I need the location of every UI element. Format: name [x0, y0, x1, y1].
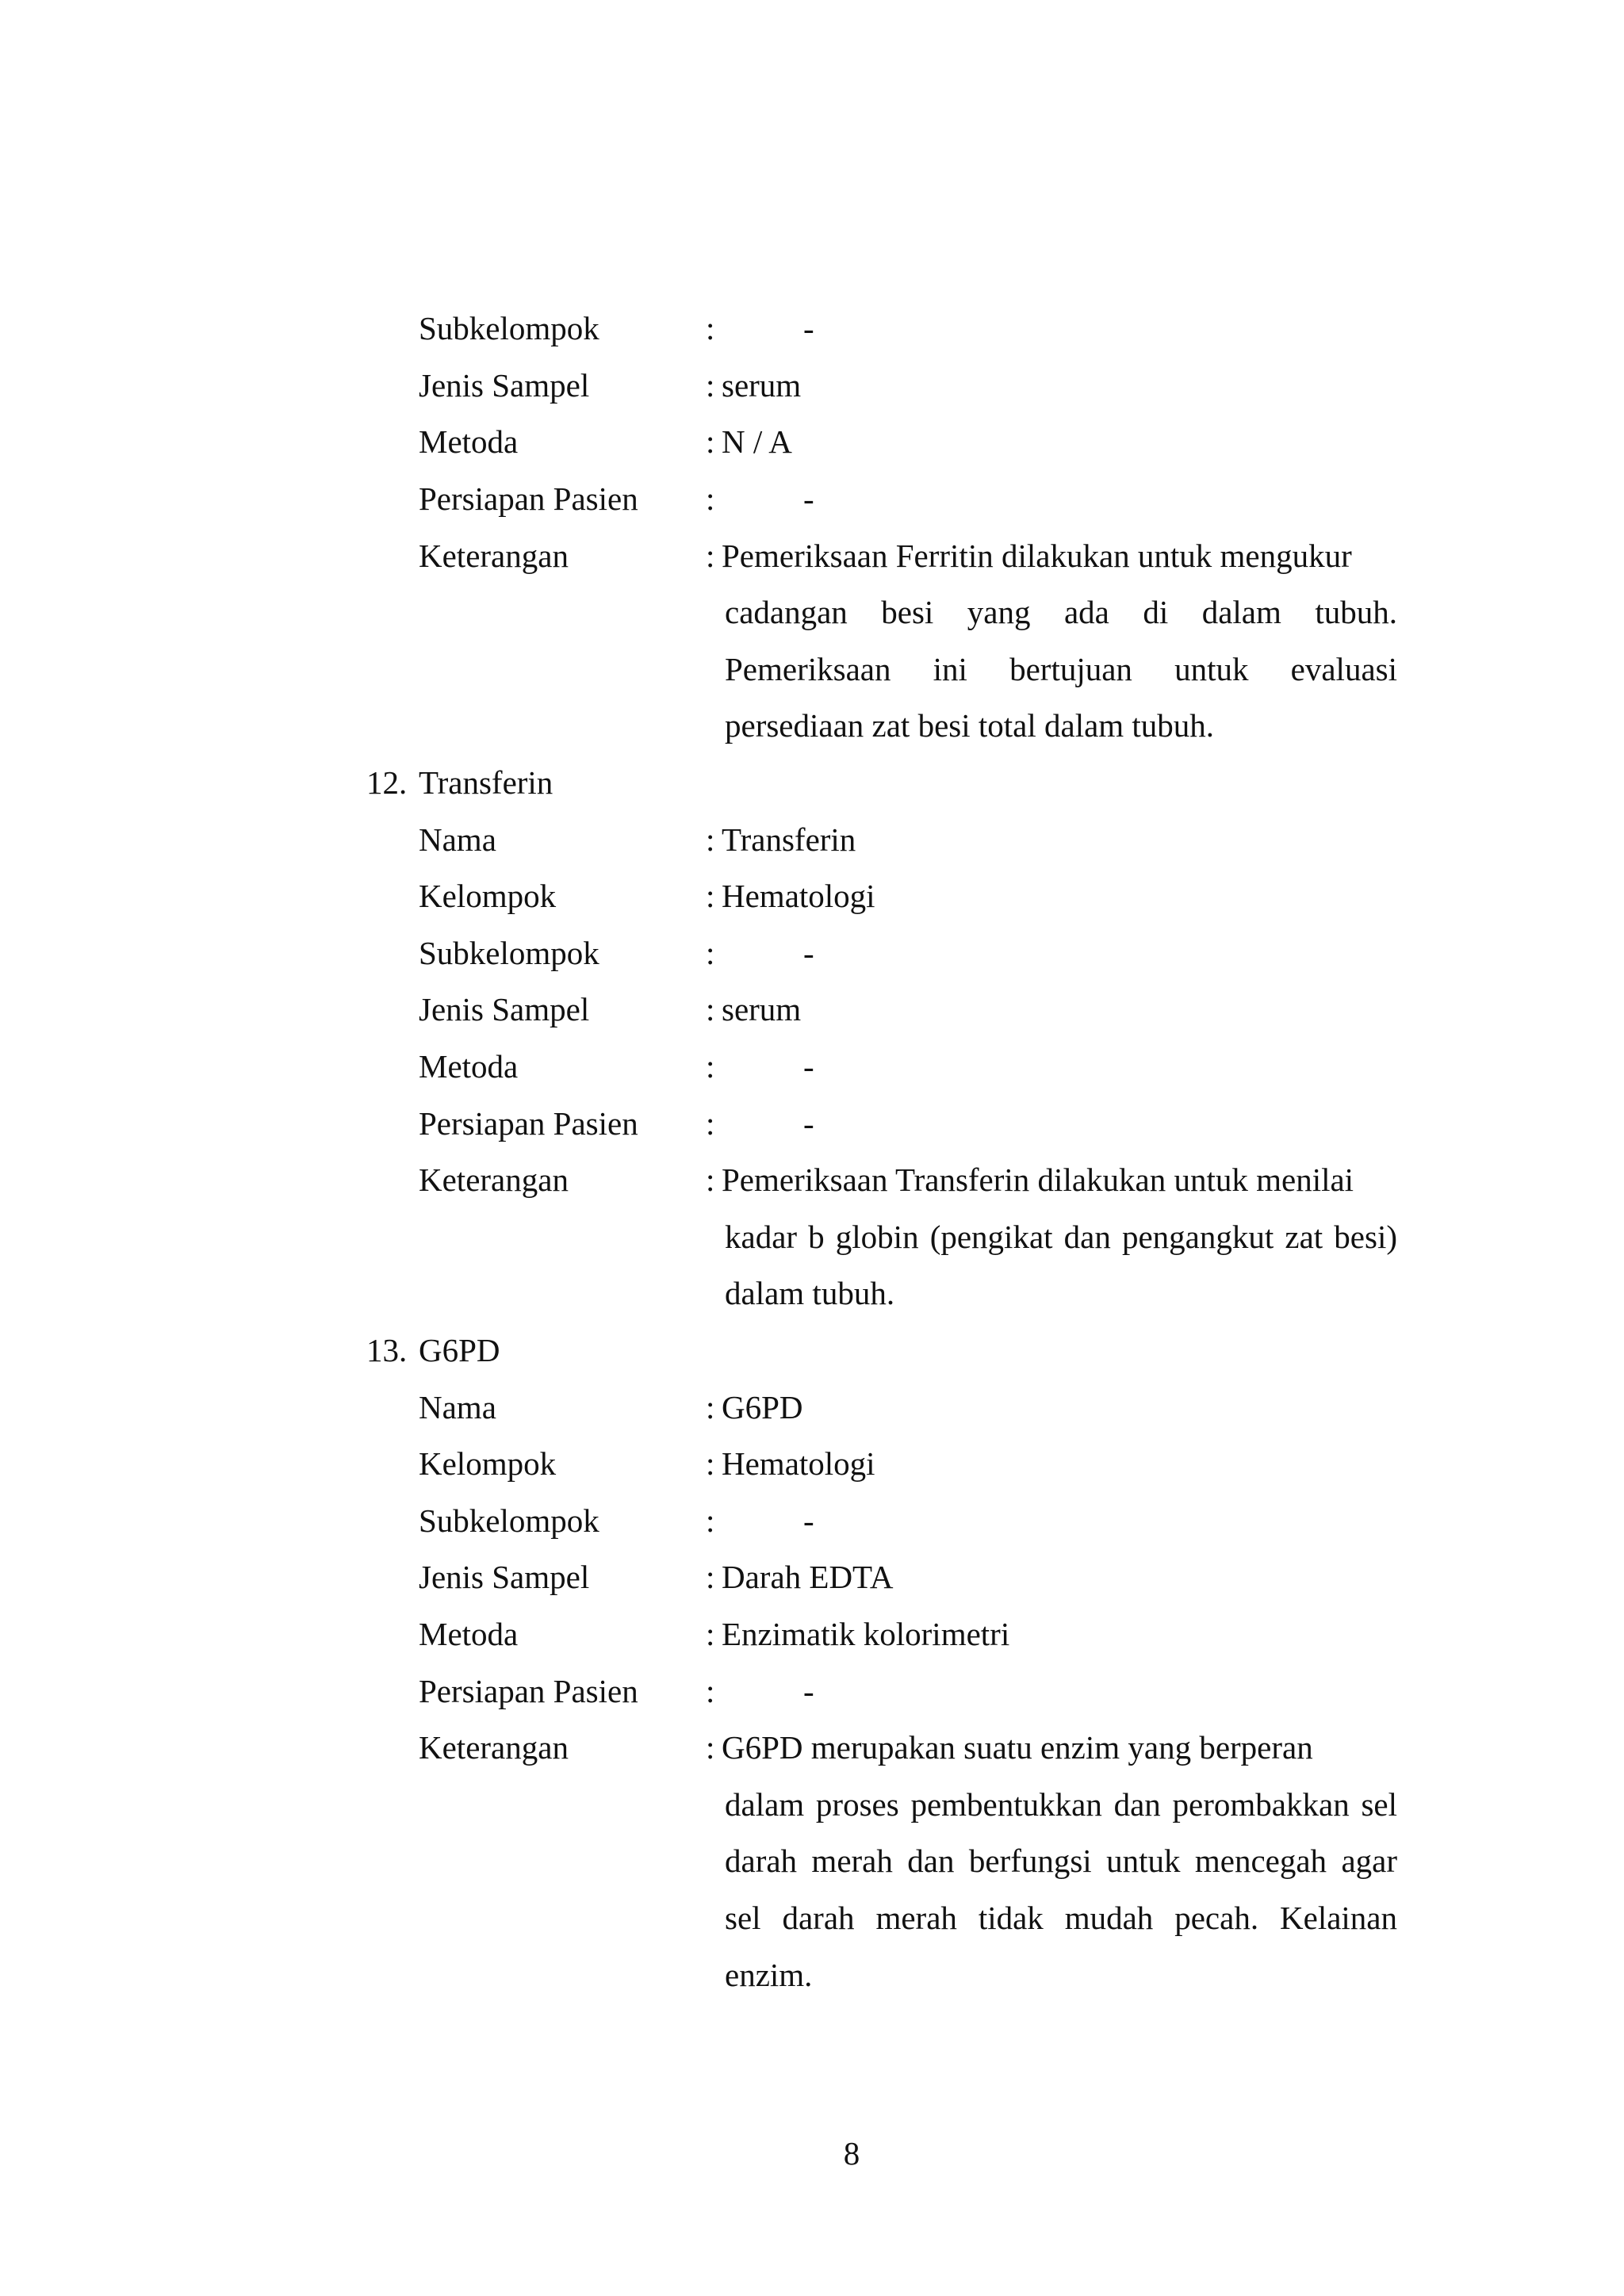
field-colon: : [706, 991, 715, 1027]
field-value: - [803, 310, 814, 346]
field-label: Persiapan Pasien [419, 1105, 638, 1142]
field-colon: : [706, 1161, 715, 1198]
keterangan-continuation [0, 645, 1624, 693]
field-value: serum [722, 367, 802, 404]
section-number: 13. [366, 1332, 408, 1368]
field-value: Darah EDTA [722, 1559, 894, 1595]
keterangan-line: G6PD merupakan suatu enzim yang berperan [722, 1729, 1313, 1766]
section-heading-transferin [0, 759, 1624, 806]
field-colon: : [706, 1559, 715, 1595]
field-value: - [803, 935, 814, 971]
field-colon: : [706, 480, 715, 517]
field-row-subkelompok [0, 304, 1624, 352]
keterangan-continuation [0, 1269, 1624, 1317]
field-value: G6PD [722, 1389, 803, 1425]
keterangan-line: sel darah merah tidak mudah pecah. Kelainan [725, 1900, 1397, 1936]
keterangan-line: dalam tubuh. [725, 1275, 895, 1311]
keterangan-line: cadangan besi yang ada di dalam tubuh. [725, 594, 1397, 630]
field-value: Transferin [722, 821, 856, 858]
section-title: G6PD [419, 1332, 500, 1368]
field-label: Persiapan Pasien [419, 1673, 638, 1709]
field-label: Keterangan [419, 1729, 569, 1766]
field-colon: : [706, 821, 715, 858]
field-row-metoda [0, 1043, 1624, 1090]
keterangan-continuation [0, 1894, 1624, 1942]
field-row-subkelompok [0, 929, 1624, 977]
keterangan-continuation [0, 1781, 1624, 1828]
field-colon: : [706, 538, 715, 574]
keterangan-continuation [0, 1951, 1624, 1999]
field-row-jenis-sampel [0, 985, 1624, 1033]
field-value: - [803, 1673, 814, 1709]
field-row-keterangan [0, 1724, 1624, 1771]
field-label: Kelompok [419, 1445, 557, 1482]
field-row-persiapan-pasien [0, 475, 1624, 522]
field-colon: : [706, 935, 715, 971]
keterangan-line: kadar b globin (pengikat dan pengangkut zat besi) [725, 1219, 1397, 1255]
field-value: Hematologi [722, 878, 875, 914]
field-row-kelompok [0, 1440, 1624, 1487]
field-value: - [803, 480, 814, 517]
field-row-metoda [0, 1610, 1624, 1658]
keterangan-line: dalam proses pembentukkan dan perombakkan sel [725, 1786, 1397, 1823]
field-colon: : [706, 1048, 715, 1085]
field-row-persiapan-pasien [0, 1100, 1624, 1147]
field-value: Enzimatik kolorimetri [722, 1616, 1010, 1652]
field-label: Nama [419, 1389, 496, 1425]
field-label: Metoda [419, 423, 519, 460]
field-colon: : [706, 310, 715, 346]
field-label: Nama [419, 821, 496, 858]
field-label: Metoda [419, 1048, 519, 1085]
field-row-keterangan [0, 1156, 1624, 1203]
field-row-nama [0, 1383, 1624, 1431]
section-heading-g6pd [0, 1326, 1624, 1374]
field-value: - [803, 1502, 814, 1539]
field-colon: : [706, 1616, 715, 1652]
field-value: - [803, 1048, 814, 1085]
field-label: Subkelompok [419, 310, 599, 346]
field-row-persiapan-pasien [0, 1667, 1624, 1715]
field-row-jenis-sampel [0, 1553, 1624, 1601]
field-label: Metoda [419, 1616, 519, 1652]
field-label: Keterangan [419, 538, 569, 574]
field-value: Hematologi [722, 1445, 875, 1482]
field-row-kelompok [0, 872, 1624, 920]
field-label: Persiapan Pasien [419, 480, 638, 517]
field-row-jenis-sampel [0, 362, 1624, 409]
keterangan-continuation [0, 588, 1624, 636]
field-colon: : [706, 1389, 715, 1425]
field-label: Jenis Sampel [419, 367, 590, 404]
keterangan-line: Pemeriksaan Transferin dilakukan untuk menilai [722, 1161, 1354, 1198]
keterangan-line: persediaan zat besi total dalam tubuh. [725, 707, 1215, 744]
keterangan-line: Pemeriksaan Ferritin dilakukan untuk mengukur [722, 538, 1352, 574]
field-row-keterangan [0, 532, 1624, 580]
keterangan-line: enzim. [725, 1957, 813, 1993]
page-number: 8 [843, 2135, 860, 2172]
field-label: Keterangan [419, 1161, 569, 1198]
field-label: Jenis Sampel [419, 991, 590, 1027]
field-colon: : [706, 1673, 715, 1709]
field-value: - [803, 1105, 814, 1142]
field-colon: : [706, 1502, 715, 1539]
field-row-subkelompok [0, 1497, 1624, 1544]
field-label: Jenis Sampel [419, 1559, 590, 1595]
field-row-metoda [0, 418, 1624, 465]
field-row-nama [0, 816, 1624, 863]
field-colon: : [706, 1105, 715, 1142]
keterangan-continuation [0, 1837, 1624, 1885]
field-label: Subkelompok [419, 935, 599, 971]
field-colon: : [706, 423, 715, 460]
keterangan-continuation [0, 702, 1624, 749]
page-number-row [0, 2130, 1624, 2177]
section-number: 12. [366, 764, 408, 801]
field-value: N / A [722, 423, 792, 460]
keterangan-continuation [0, 1213, 1624, 1261]
field-label: Kelompok [419, 878, 557, 914]
field-colon: : [706, 878, 715, 914]
field-value: serum [722, 991, 802, 1027]
field-colon: : [706, 367, 715, 404]
section-title: Transferin [419, 764, 553, 801]
keterangan-line: darah merah dan berfungsi untuk mencegah agar [725, 1843, 1397, 1879]
field-colon: : [706, 1445, 715, 1482]
field-label: Subkelompok [419, 1502, 599, 1539]
field-colon: : [706, 1729, 715, 1766]
keterangan-line: Pemeriksaan ini bertujuan untuk evaluasi [725, 651, 1397, 687]
